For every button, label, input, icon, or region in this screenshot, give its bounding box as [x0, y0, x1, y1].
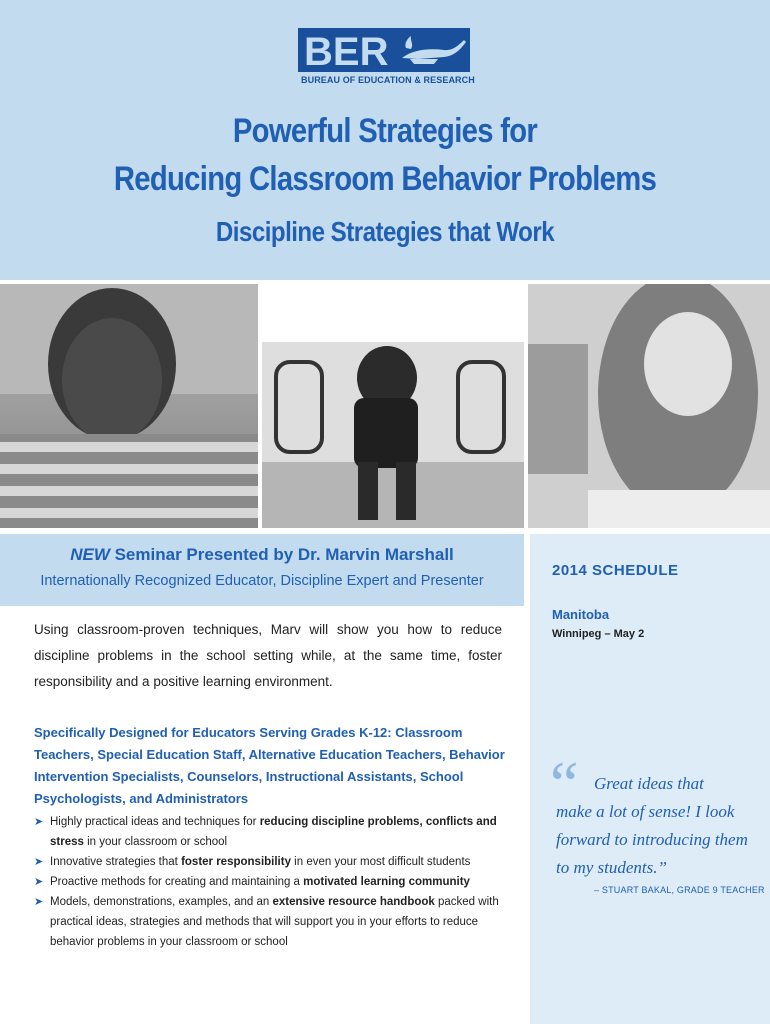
- presenter-name: Seminar Presented by Dr. Marvin Marshall: [109, 545, 454, 564]
- photo-child-in-chair: [262, 342, 524, 528]
- schedule-city-date: Winnipeg – May 2: [552, 628, 645, 640]
- logo-text: BUREAU OF EDUCATION & RESEARCH: [301, 75, 475, 85]
- chevron-right-icon: ➤: [34, 816, 44, 828]
- title-line-2: Reducing Classroom Behavior Problems: [113, 160, 657, 198]
- schedule-title: 2014 SCHEDULE: [552, 562, 679, 579]
- quote-line-3: forward to introducing them: [556, 830, 748, 849]
- benefits-list: [34, 812, 506, 952]
- presenter-credentials: Internationally Recognized Educator, Discipline Expert and Presenter: [40, 573, 484, 589]
- testimonial-quote: [556, 770, 756, 882]
- list-item: ➤ Proactive methods for creating and maintaining a motivated learning community: [34, 872, 506, 892]
- title-line-1: Powerful Strategies for: [232, 112, 538, 150]
- chevron-right-icon: ➤: [34, 896, 44, 908]
- chevron-right-icon: ➤: [34, 876, 44, 888]
- new-label: NEW: [70, 545, 110, 564]
- photo-girl: [528, 284, 770, 528]
- logo-mark-text: BER: [304, 30, 389, 72]
- intro-paragraph: Using classroom-proven techniques, Marv will show you how to reduce discipline problems in the school setting while, at the same time, foster responsibility and a positive learning environment.: [34, 622, 502, 689]
- logo-lamp-icon: [298, 28, 470, 72]
- photo-strip: [0, 284, 770, 528]
- list-item: ➤ Highly practical ideas and techniques for reducing discipline problems, conflicts and stress in your classroom or school: [34, 812, 506, 852]
- presenter-heading: [0, 545, 524, 565]
- subtitle: Discipline Strategies that Work: [215, 216, 555, 247]
- quote-line-2: make a lot of sense! I look: [556, 802, 735, 821]
- ber-logo: [298, 28, 476, 88]
- quote-line-4: to my students.”: [556, 858, 667, 877]
- photo-boy: [0, 284, 258, 528]
- quote-attribution: – STUART BAKAL, GRADE 9 TEACHER: [594, 885, 765, 895]
- quote-line-1: Great ideas that: [594, 774, 704, 793]
- list-item: ➤ Innovative strategies that foster responsibility in even your most difficult students: [34, 852, 506, 872]
- list-item: ➤ Models, demonstrations, examples, and an extensive resource handbook packed with practical ideas, strategies and methods that will support you in your efforts to reduce behavior problems in your classroom or school: [34, 892, 506, 952]
- schedule-province: Manitoba: [552, 607, 610, 622]
- chevron-right-icon: ➤: [34, 856, 44, 868]
- quote-mark-icon: “: [550, 748, 579, 819]
- audience-heading: Specifically Designed for Educators Serving Grades K-12: Classroom Teachers, Special Education Staff, Alternative Education Teachers, Behavior Intervention Specialists, Counselors, Instructional Assistants, School Psychologists, and Administrators: [34, 725, 505, 806]
